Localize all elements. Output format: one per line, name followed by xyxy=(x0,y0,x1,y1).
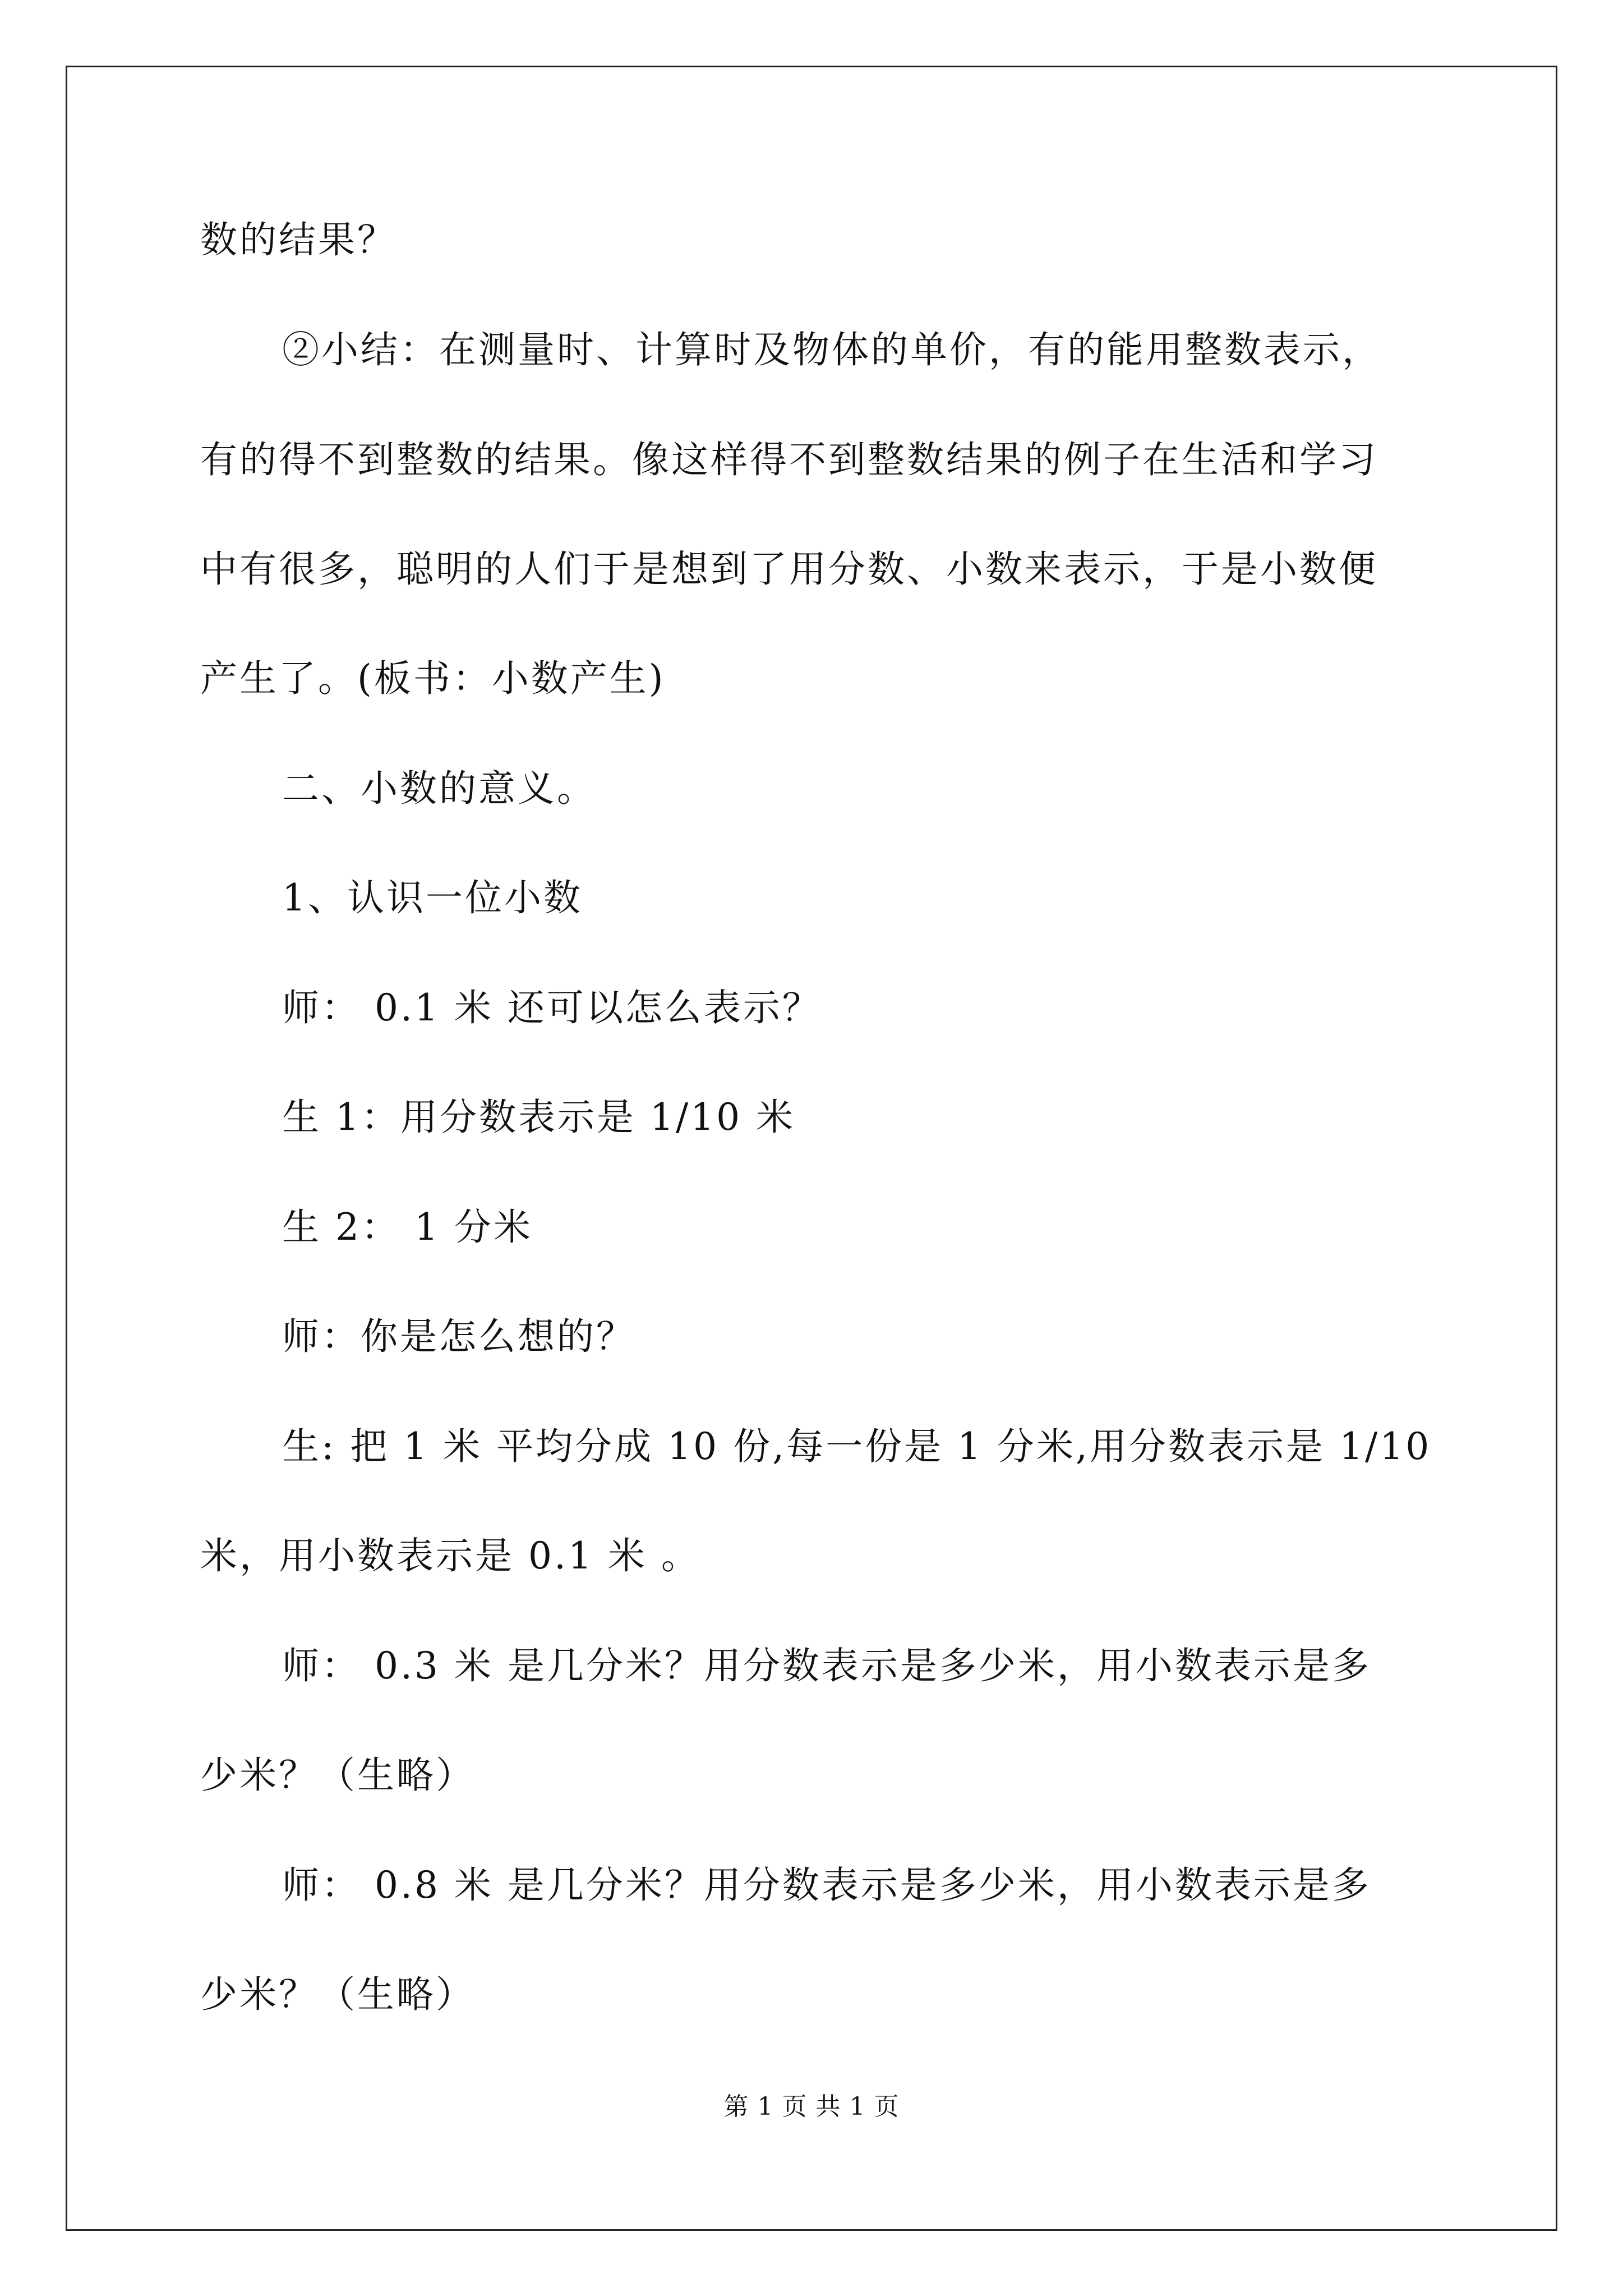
text-line: 师： 0.1 米 还可以怎么表示？ xyxy=(282,986,822,1029)
text-line: 少米？（生略） xyxy=(200,1754,475,1797)
text-line: 生: 把 1 米 平均分成 10 份,每一份是 1 分米,用分数表示是 1/10 xyxy=(282,1425,1432,1468)
text-line: 师： 0.3 米 是几分米？用分数表示是多少米，用小数表示是多 xyxy=(282,1644,1371,1687)
subsection-heading: 1、认识一位小数 xyxy=(282,876,583,919)
text-line: 生 1：用分数表示是 1/10 米 xyxy=(282,1096,796,1139)
text-line: 少米？（生略） xyxy=(200,1973,475,2016)
text-line: 有的得不到整数的结果。像这样得不到整数结果的例子在生活和学习 xyxy=(200,438,1378,481)
text-line: 师： 0.8 米 是几分米？用分数表示是多少米，用小数表示是多 xyxy=(282,1864,1371,1907)
text-line: 米，用小数表示是 0.1 米 。 xyxy=(200,1534,700,1577)
text-line: ②小结：在测量时、计算时及物体的单价，有的能用整数表示， xyxy=(282,328,1381,371)
text-line: 师：你是怎么想的？ xyxy=(282,1315,635,1358)
section-heading: 二、小数的意义。 xyxy=(282,767,596,810)
text-line: 中有很多，聪明的人们于是想到了用分数、小数来表示，于是小数便 xyxy=(200,547,1378,591)
text-line: 产生了。(板书：小数产生) xyxy=(200,657,666,700)
text-line: 生 2： 1 分米 xyxy=(282,1205,533,1249)
text-line: 数的结果？ xyxy=(200,218,396,261)
page-footer: 第 1 页 共 1 页 xyxy=(723,2092,900,2121)
